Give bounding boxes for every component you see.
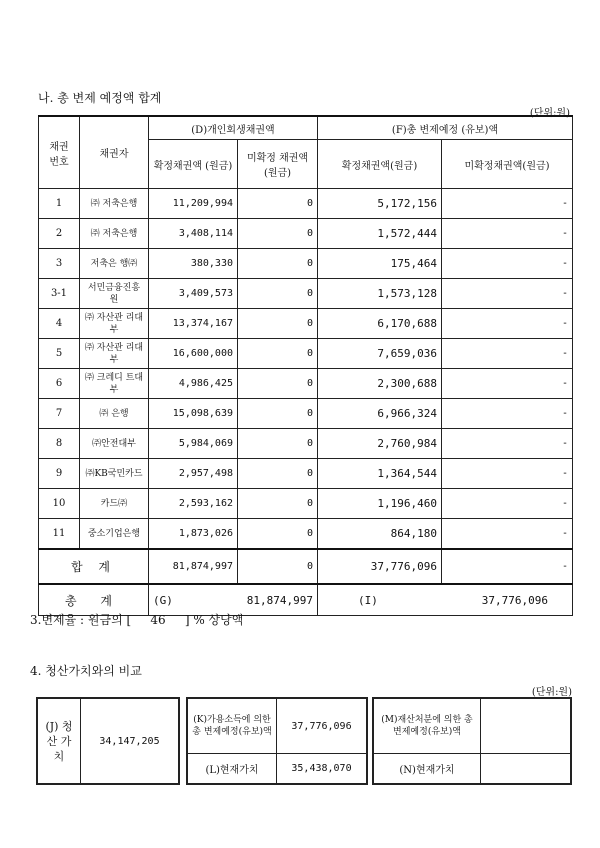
table-row	[39, 369, 573, 399]
row-f-confirmed: 5,172,156	[318, 189, 442, 219]
row-f-confirmed: 175,464	[318, 249, 442, 279]
row-creditor: ㈜안전대부	[80, 429, 149, 459]
sum-f-conf: 37,776,096	[318, 549, 442, 584]
row-d-confirmed: 13,374,167	[149, 309, 238, 339]
row-d-unconfirmed: 0	[238, 399, 318, 429]
table-row	[39, 339, 573, 369]
row-d-unconfirmed: 0	[238, 309, 318, 339]
row-creditor: 저축은 행㈜	[80, 249, 149, 279]
section-na-unit: (단위:원)	[529, 108, 570, 119]
row-no: 1	[39, 189, 80, 219]
row-no: 3-1	[39, 279, 80, 309]
row-f-confirmed: 6,170,688	[318, 309, 442, 339]
table-row	[39, 189, 573, 219]
sum-f-unconf: -	[442, 549, 573, 584]
row-no: 4	[39, 309, 80, 339]
sum-d-conf: 81,874,997	[149, 549, 238, 584]
table-row	[39, 309, 573, 339]
liquidation-value-box	[36, 697, 180, 785]
row-no: 3	[39, 249, 80, 279]
n-label: (N)현재가치	[374, 754, 481, 784]
row-no: 2	[39, 219, 80, 249]
row-d-unconfirmed: 0	[238, 279, 318, 309]
row-f-confirmed: 7,659,036	[318, 339, 442, 369]
row-f-confirmed: 864,180	[318, 519, 442, 550]
repayment-rate-value: 46	[150, 613, 166, 627]
row-d-unconfirmed: 0	[238, 519, 318, 550]
row-d-confirmed: 2,957,498	[149, 459, 238, 489]
row-f-unconfirmed: -	[442, 519, 573, 550]
total-g-value: 81,874,997	[246, 593, 314, 607]
row-no: 9	[39, 459, 80, 489]
table-row	[39, 489, 573, 519]
row-d-unconfirmed: 0	[238, 219, 318, 249]
row-f-unconfirmed: -	[442, 459, 573, 489]
row-f-confirmed: 1,572,444	[318, 219, 442, 249]
row-creditor: ㈜ 자산관 리대부	[80, 309, 149, 339]
header-creditor: 채권자	[80, 116, 149, 189]
row-d-unconfirmed: 0	[238, 459, 318, 489]
row-d-confirmed: 16,600,000	[149, 339, 238, 369]
row-d-unconfirmed: 0	[238, 429, 318, 459]
row-no: 7	[39, 399, 80, 429]
row-f-unconfirmed: -	[442, 369, 573, 399]
table-row	[39, 459, 573, 489]
k-label: (K)가용소득에 의한 총 변제예정(유보)액	[188, 699, 277, 754]
row-creditor: 카드㈜	[80, 489, 149, 519]
header-f-unconfirmed: 미확정채권액(원금)	[442, 140, 573, 189]
header-group-d: (D)개인회생채권액	[149, 116, 318, 140]
j-label: (J) 청산 가치	[38, 699, 81, 784]
row-d-unconfirmed: 0	[238, 249, 318, 279]
row-f-unconfirmed: -	[442, 279, 573, 309]
row-f-confirmed: 6,966,324	[318, 399, 442, 429]
row-d-confirmed: 380,330	[149, 249, 238, 279]
row-f-confirmed: 2,760,984	[318, 429, 442, 459]
section-3-suffix: ] % 상당액	[184, 613, 244, 627]
m-label: (M)재산처분에 의한 총 변제예정(유보)액	[374, 699, 481, 754]
table-row	[39, 429, 573, 459]
table-row	[39, 219, 573, 249]
row-no: 8	[39, 429, 80, 459]
sum-row	[39, 549, 573, 584]
total-g-label: (G)	[153, 593, 173, 607]
table-row	[39, 399, 573, 429]
k-value: 37,776,096	[277, 699, 367, 754]
header-f-confirmed: 확정채권액(원금)	[318, 140, 442, 189]
row-d-unconfirmed: 0	[238, 369, 318, 399]
header-d-unconfirmed: 미확정 채권액 (원금)	[238, 140, 318, 189]
row-f-unconfirmed: -	[442, 339, 573, 369]
row-f-unconfirmed: -	[442, 189, 573, 219]
section-3-prefix: 3.변제율 : 원금의 [	[30, 613, 132, 627]
row-f-unconfirmed: -	[442, 309, 573, 339]
j-value: 34,147,205	[81, 699, 179, 784]
row-f-unconfirmed: -	[442, 489, 573, 519]
row-creditor: 중소기업은행	[80, 519, 149, 550]
row-f-confirmed: 1,573,128	[318, 279, 442, 309]
row-f-unconfirmed: -	[442, 399, 573, 429]
table-row	[39, 249, 573, 279]
row-no: 11	[39, 519, 80, 550]
row-no: 5	[39, 339, 80, 369]
row-d-confirmed: 2,593,162	[149, 489, 238, 519]
row-d-confirmed: 1,873,026	[149, 519, 238, 550]
section-na-title: 나. 총 변제 예정액 합계	[38, 91, 162, 105]
row-f-confirmed: 2,300,688	[318, 369, 442, 399]
total-i-value: 37,776,096	[481, 593, 549, 607]
row-d-confirmed: 4,986,425	[149, 369, 238, 399]
row-d-unconfirmed: 0	[238, 339, 318, 369]
row-no: 10	[39, 489, 80, 519]
row-creditor: ㈜ 자산관 리대부	[80, 339, 149, 369]
l-value: 35,438,070	[277, 754, 367, 784]
header-d-confirmed: 확정채권액 (원금)	[149, 140, 238, 189]
row-creditor: ㈜ 저축은행	[80, 189, 149, 219]
row-creditor: 서민금융진흥 원	[80, 279, 149, 309]
row-f-unconfirmed: -	[442, 249, 573, 279]
total-i-label: (I)	[358, 593, 378, 607]
row-d-confirmed: 3,408,114	[149, 219, 238, 249]
row-d-unconfirmed: 0	[238, 189, 318, 219]
row-d-confirmed: 15,098,639	[149, 399, 238, 429]
section-3-line	[30, 611, 243, 628]
row-d-confirmed: 5,984,069	[149, 429, 238, 459]
m-value	[481, 699, 571, 754]
sum-label: 합 계	[39, 549, 149, 584]
row-f-unconfirmed: -	[442, 219, 573, 249]
row-creditor: ㈜KB국민카드	[80, 459, 149, 489]
repayment-table	[38, 115, 573, 616]
row-creditor: ㈜ 은행	[80, 399, 149, 429]
table-body	[39, 189, 573, 550]
section-4-title: 4. 청산가치와의 비교	[30, 664, 142, 678]
header-group-f: (F)총 변제예정 (유보)액	[318, 116, 573, 140]
row-d-confirmed: 11,209,994	[149, 189, 238, 219]
row-f-confirmed: 1,364,544	[318, 459, 442, 489]
row-creditor: ㈜ 크레디 트대부	[80, 369, 149, 399]
sum-d-unconf: 0	[238, 549, 318, 584]
row-f-confirmed: 1,196,460	[318, 489, 442, 519]
header-no: 채권 번호	[39, 116, 80, 189]
row-no: 6	[39, 369, 80, 399]
row-f-unconfirmed: -	[442, 429, 573, 459]
l-label: (L)현재가치	[188, 754, 277, 784]
section-4-unit: (단위:원)	[531, 687, 572, 698]
total-label: 총 계	[39, 584, 149, 616]
row-creditor: ㈜ 저축은행	[80, 219, 149, 249]
row-d-unconfirmed: 0	[238, 489, 318, 519]
table-row	[39, 519, 573, 550]
asset-disposal-box	[372, 697, 572, 785]
n-value	[481, 754, 571, 784]
available-income-box	[186, 697, 368, 785]
table-row	[39, 279, 573, 309]
row-d-confirmed: 3,409,573	[149, 279, 238, 309]
